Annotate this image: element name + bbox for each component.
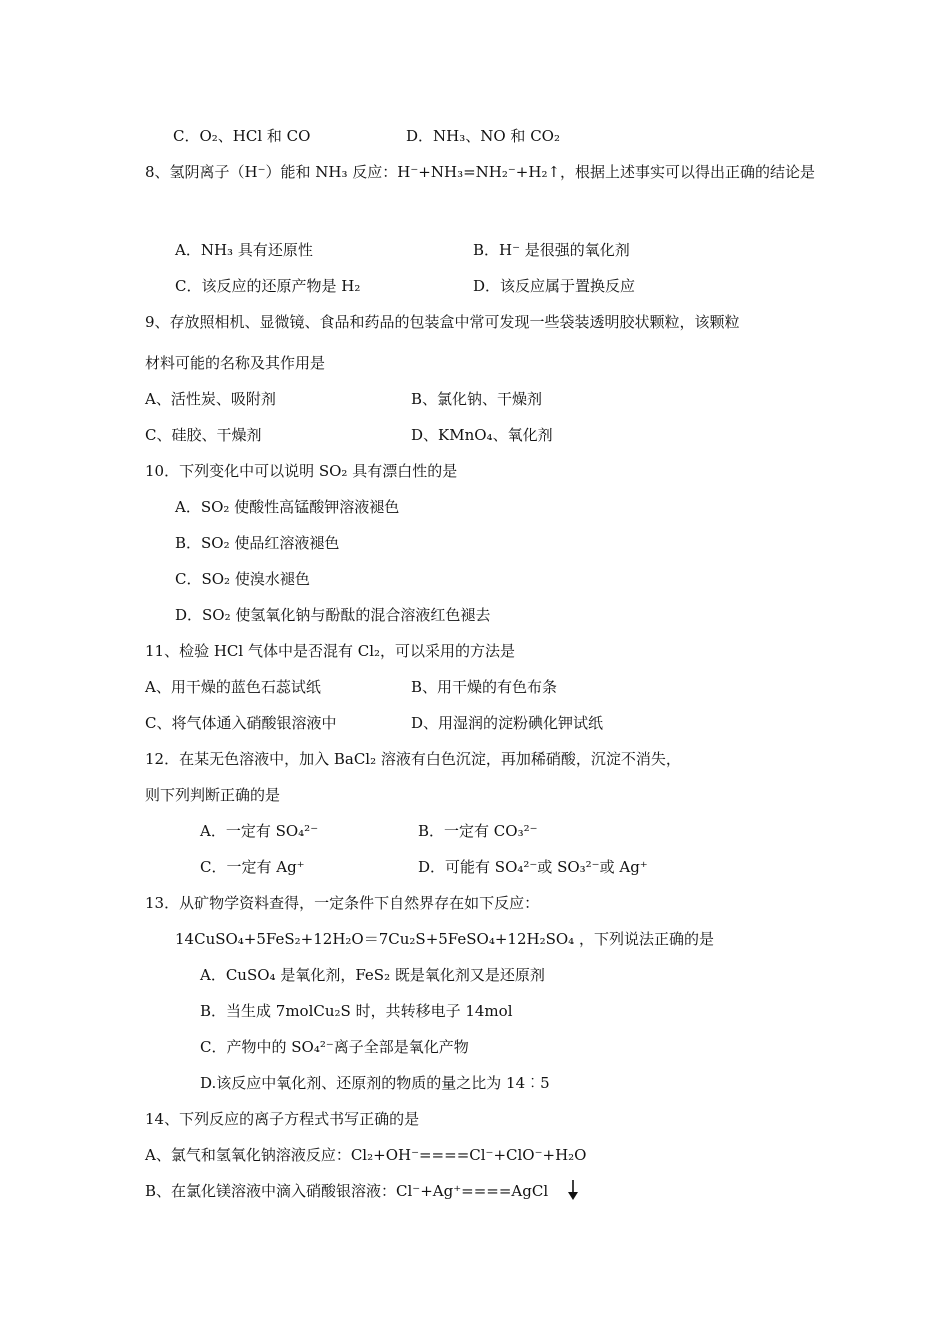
q12-option-c: C．一定有 Ag⁺ [200,858,305,876]
q10-option-d: D．SO₂ 使氢氧化钠与酚酞的混合溶液红色褪去 [175,606,491,624]
q9-option-b: B、氯化钠、干燥剂 [411,390,543,408]
q9-stem-line-2: 材料可能的名称及其作用是 [145,354,326,372]
q10-option-a: A．SO₂ 使酸性高锰酸钾溶液褪色 [175,498,400,516]
q11-option-a: A、用干燥的蓝色石蕊试纸 [145,678,321,696]
q13-stem: 13．从矿物学资料查得，一定条件下自然界存在如下反应： [145,894,540,912]
q9-stem-line-1: 9、存放照相机、显微镜、食品和药品的包装盒中常可发现一些袋装透明胶状颗粒，该颗粒 [145,313,740,331]
q10-option-c: C．SO₂ 使溴水褪色 [175,570,310,588]
q13-option-d: D.该反应中氧化剂、还原剂的物质的量之比为 14︰5 [200,1074,550,1092]
q9-option-c: C、硅胶、干燥剂 [145,426,262,444]
q11-option-b: B、用干燥的有色布条 [411,678,558,696]
q14-option-b: B、在氯化镁溶液中滴入硝酸银溶液：Cl⁻+Ag⁺====AgCl [145,1182,549,1200]
q11-stem: 11、检验 HCl 气体中是否混有 Cl₂，可以采用的方法是 [145,642,516,660]
q13-option-c: C．产物中的 SO₄²⁻离子全部是氧化产物 [200,1038,469,1056]
q12-stem-line-2: 则下列判断正确的是 [145,786,281,804]
q7-option-d: D．NH₃、NO 和 CO₂ [406,127,560,145]
q9-option-a: A、活性炭、吸附剂 [145,390,276,408]
q13-equation: 14CuSO₄+5FeS₂+12H₂O＝7Cu₂S+5FeSO₄+12H₂SO₄ ，下列说法正确的是 [175,930,714,948]
q8-stem: 8、氢阴离子（H⁻）能和 NH₃ 反应：H⁻+NH₃=NH₂⁻+H₂↑，根据上述事实可以得出正确的结论是 [145,163,816,181]
q10-option-b: B．SO₂ 使品红溶液褪色 [175,534,340,552]
q12-stem-line-1: 12．在某无色溶液中，加入 BaCl₂ 溶液有白色沉淀，再加稀硝酸，沉淀不消失， [145,750,681,768]
q8-option-c: C．该反应的还原产物是 H₂ [175,277,361,295]
q12-option-b: B．一定有 CO₃²⁻ [418,822,538,840]
q9-option-d: D、KMnO₄、氧化剂 [411,426,553,444]
q12-option-a: A．一定有 SO₄²⁻ [200,822,319,840]
q12-option-d: D．可能有 SO₄²⁻或 SO₃²⁻或 Ag⁺ [418,858,648,876]
q11-option-d: D、用湿润的淀粉碘化钾试纸 [411,714,604,732]
q8-option-b: B．H⁻ 是很强的氧化剂 [473,241,630,259]
q11-option-c: C、将气体通入硝酸银溶液中 [145,714,337,732]
q8-option-d: D．该反应属于置换反应 [473,277,636,295]
q8-option-a: A．NH₃ 具有还原性 [175,241,313,259]
q10-stem: 10．下列变化中可以说明 SO₂ 具有漂白性的是 [145,462,458,480]
q13-option-a: A．CuSO₄ 是氧化剂，FeS₂ 既是氧化剂又是还原剂 [200,966,545,984]
q13-option-b: B．当生成 7molCu₂S 时，共转移电子 14mol [200,1002,513,1020]
q14-option-a: A、氯气和氢氧化钠溶液反应：Cl₂+OH⁻====Cl⁻+ClO⁻+H₂O [145,1146,587,1164]
down-arrow-icon [566,1179,580,1201]
q14-stem: 14、下列反应的离子方程式书写正确的是 [145,1110,420,1128]
q7-option-c: C．O₂、HCl 和 CO [173,127,311,145]
